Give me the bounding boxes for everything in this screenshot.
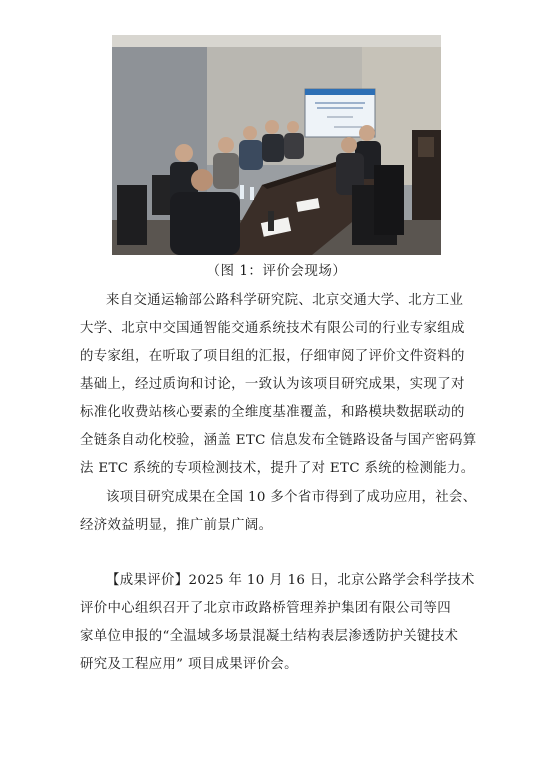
text-line: 全链条自动化校验，涵盖 ETC 信息发布全链路设备与国产密码算 (80, 433, 477, 448)
text-line: 的专家组，在听取了项目组的汇报，仔细审阅了评价文件资料的 (80, 349, 465, 364)
text-line: 家单位申报的“全温域多场景混凝土结构表层渗透防护关键技术 (80, 629, 459, 644)
paragraph-expert-review (80, 287, 480, 483)
text-line: 该项目研究成果在全国 10 多个省市得到了成功应用，社会、 (106, 490, 477, 505)
text-line: 基础上，经过质询和讨论，一致认为该项目研究成果，实现了对 (80, 377, 465, 392)
text-line: 大学、北京中交国通智能交通系统技术有限公司的行业专家组成 (80, 321, 465, 336)
text-line: 研究及工程应用” 项目成果评价会。 (80, 657, 298, 672)
text-line: 经济效益明显，推广前景广阔。 (80, 518, 273, 533)
text-line: 法 ETC 系统的专项检测技术，提升了对 ETC 系统的检测能力。 (80, 461, 475, 476)
text-line: 来自交通运输部公路科学研究院、北京交通大学、北方工业 (106, 293, 464, 308)
meeting-photo-illustration (112, 35, 441, 255)
meeting-photo (112, 35, 441, 255)
text-line: 评价中心组织召开了北京市政路桥管理养护集团有限公司等四 (80, 601, 451, 616)
paragraph-achievement-evaluation (80, 567, 480, 679)
photo-caption: （图 1：评价会现场） (206, 263, 347, 279)
paragraph-application-results (80, 484, 480, 540)
text-line: 【成果评价】2025 年 10 月 16 日，北京公路学会科学技术 (106, 573, 475, 588)
text-line: 标准化收费站核心要素的全维度基准覆盖，和路模块数据联动的 (80, 405, 465, 420)
